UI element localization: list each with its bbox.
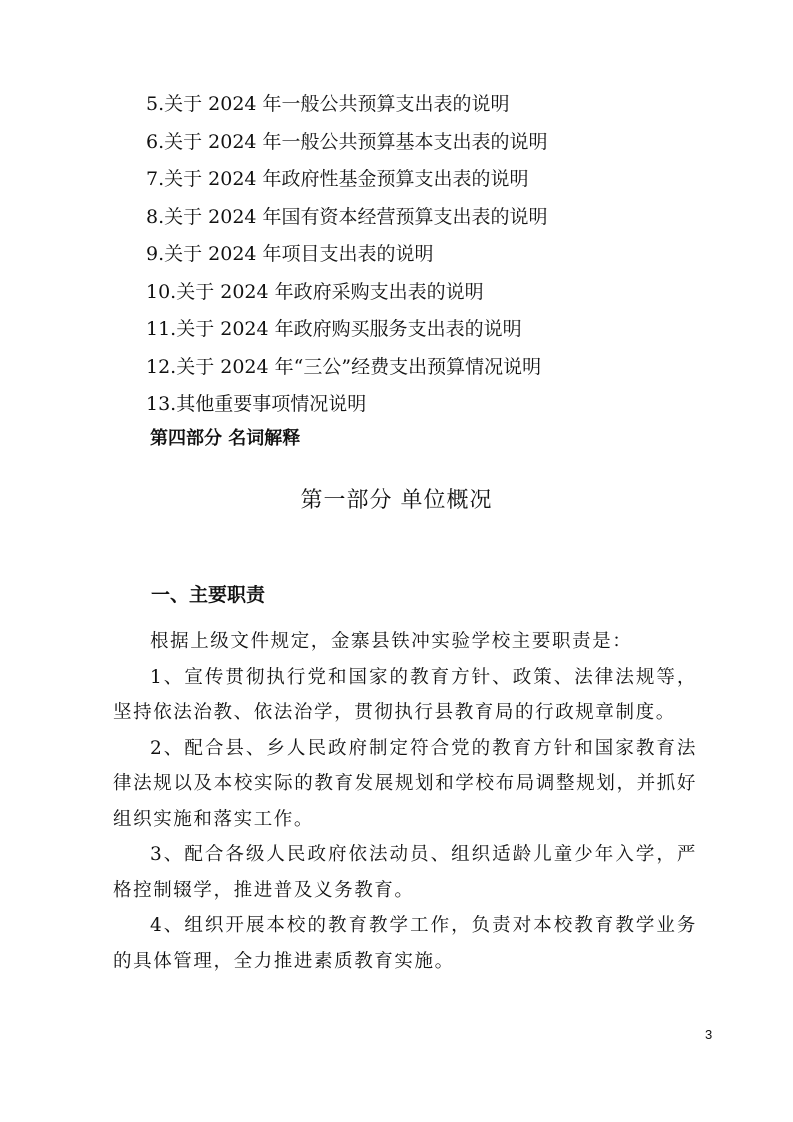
toc-item: 10.关于 2024 年政府采购支出表的说明 — [146, 280, 484, 303]
toc-part-heading: 第四部分 名词解释 — [150, 428, 301, 449]
paragraph: 2、配合县、乡人民政府制定符合党的教育方针和国家教育法律法规以及本校实际的教育发展规划和学校布局调整规划，并抓好组织实施和落实工作。 — [113, 737, 697, 830]
toc-item: 7.关于 2024 年政府性基金预算支出表的说明 — [146, 168, 529, 190]
toc-item: 6.关于 2024 年一般公共预算基本支出表的说明 — [146, 130, 548, 153]
part-title: 第一部分 单位概况 — [300, 488, 493, 513]
paragraph: 4、组织开展本校的教育教学工作，负责对本校教育教学业务的具体管理，全力推进素质教育实施。 — [113, 915, 697, 972]
toc-item: 8.关于 2024 年国有资本经营预算支出表的说明 — [146, 205, 548, 228]
paragraph: 3、配合各级人民政府依法动员、组织适龄儿童少年入学，严格控制辍学，推进普及义务教育。 — [113, 844, 697, 901]
toc-item: 13.其他重要事项情况说明 — [146, 393, 367, 415]
body-text — [113, 624, 697, 979]
toc-item: 12.关于 2024 年“三公”经费支出预算情况说明 — [146, 355, 542, 378]
page-number: 3 — [705, 1027, 713, 1042]
section-heading: 一、主要职责 — [151, 584, 266, 606]
toc-item: 9.关于 2024 年项目支出表的说明 — [146, 243, 434, 265]
table-of-contents — [146, 90, 746, 428]
toc-item: 11.关于 2024 年政府购买服务支出表的说明 — [146, 318, 522, 340]
paragraph: 1、宣传贯彻执行党和国家的教育方针、政策、法律法规等，坚持依法治教、依法治学，贯彻执行县教育局的行政规章制度。 — [113, 666, 697, 723]
paragraph: 根据上级文件规定，金寨县铁冲实验学校主要职责是： — [150, 631, 633, 652]
toc-item: 5.关于 2024 年一般公共预算支出表的说明 — [146, 93, 510, 115]
